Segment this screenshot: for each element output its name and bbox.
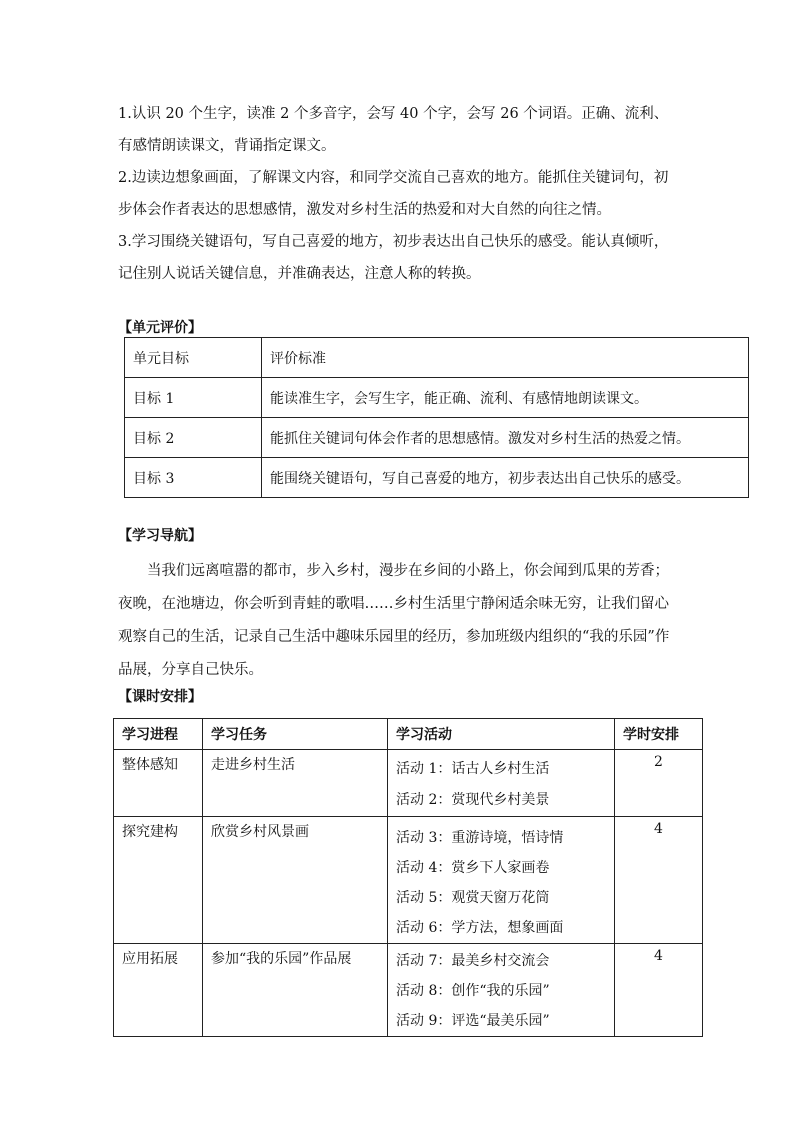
- unit-eval-heading: 【单元评价】: [118, 320, 202, 336]
- activity-cell: [388, 944, 615, 1037]
- unit-eval-table: [124, 337, 749, 498]
- stage-cell: 应用拓展: [114, 944, 203, 1037]
- table-row: [114, 944, 703, 1037]
- schedule-table: [113, 718, 703, 1037]
- stage-cell: 探究建构: [114, 817, 203, 944]
- header-cell: 单元目标: [125, 338, 262, 378]
- criteria-cell: 能抓住关键词句体会作者的思想感情。激发对乡村生活的热爱之情。: [262, 418, 749, 458]
- header-cell: 学习任务: [203, 719, 388, 750]
- header-cell: 评价标准: [262, 338, 749, 378]
- task-cell: 参加“我的乐园”作品展: [203, 944, 388, 1037]
- task-cell: 欣赏乡村风景画: [203, 817, 388, 944]
- guide-text: 当我们远离喧嚣的都市，步入乡村，漫步在乡间的小路上，你会闻到瓜果的芳香；夜晚，在池塘边，你会听到青蛙的歌唱……乡村生活里宁静闲适余味无穷，让我们留心观察自己的生活，记录自己生活中趣味乐园里的经历，参加班级内组织的“我的乐园”作品展，分享自己快乐。: [118, 563, 670, 678]
- task-cell: 走进乡村生活: [203, 750, 388, 817]
- hours-cell: 4: [615, 817, 703, 944]
- goal-cell: 目标 3: [125, 458, 262, 498]
- hours-cell: 4: [615, 944, 703, 1037]
- table-row: [125, 458, 749, 498]
- unit-goals: [118, 98, 678, 290]
- guide-heading: 【学习导航】: [118, 528, 202, 544]
- activity-item: 活动 9：评选“最美乐园”: [396, 1013, 550, 1029]
- activity-item: 活动 8：创作“我的乐园”: [396, 983, 550, 999]
- activity-cell: [388, 750, 615, 817]
- goal-2: 2.边读边想象画面，了解课文内容，和同学交流自己喜欢的地方。能抓住关键词句，初步体会作者表达的思想感情，激发对乡村生活的热爱和对大自然的向往之情。: [118, 170, 669, 218]
- table-header-row: [114, 719, 703, 750]
- goal-3: 3.学习围绕关键语句，写自己喜爱的地方，初步表达出自己快乐的感受。能认真倾听，记住别人说话关键信息，并准确表达，注意人称的转换。: [118, 234, 669, 282]
- activity-item: 活动 6：学方法，想象画面: [396, 920, 564, 936]
- goal-cell: 目标 1: [125, 378, 262, 418]
- table-header-row: [125, 338, 749, 378]
- criteria-cell: 能围绕关键语句，写自己喜爱的地方，初步表达出自己快乐的感受。: [262, 458, 749, 498]
- schedule-heading: 【课时安排】: [118, 689, 202, 705]
- criteria-cell: 能读准生字，会写生字，能正确、流利、有感情地朗读课文。: [262, 378, 749, 418]
- activity-item: 活动 7：最美乡村交流会: [396, 953, 550, 969]
- activity-item: 活动 5：观赏天窗万花筒: [396, 890, 550, 906]
- table-row: [125, 378, 749, 418]
- activity-item: 活动 2：赏现代乡村美景: [396, 792, 550, 808]
- header-cell: 学习进程: [114, 719, 203, 750]
- header-cell: 学时安排: [615, 719, 703, 750]
- hours-cell: 2: [615, 750, 703, 817]
- header-cell: 学习活动: [388, 719, 615, 750]
- activity-item: 活动 1：话古人乡村生活: [396, 761, 550, 777]
- activity-cell: [388, 817, 615, 944]
- stage-cell: 整体感知: [114, 750, 203, 817]
- table-row: [114, 750, 703, 817]
- table-row: [125, 418, 749, 458]
- goal-1: 1.认识 20 个生字，读准 2 个多音字，会写 40 个字，会写 26 个词语。正确、流利、有感情朗读课文，背诵指定课文。: [118, 106, 669, 154]
- goal-cell: 目标 2: [125, 418, 262, 458]
- table-row: [114, 817, 703, 944]
- guide-paragraph: [118, 555, 678, 687]
- activity-item: 活动 4：赏乡下人家画卷: [396, 860, 550, 876]
- activity-item: 活动 3：重游诗境，悟诗情: [396, 830, 564, 846]
